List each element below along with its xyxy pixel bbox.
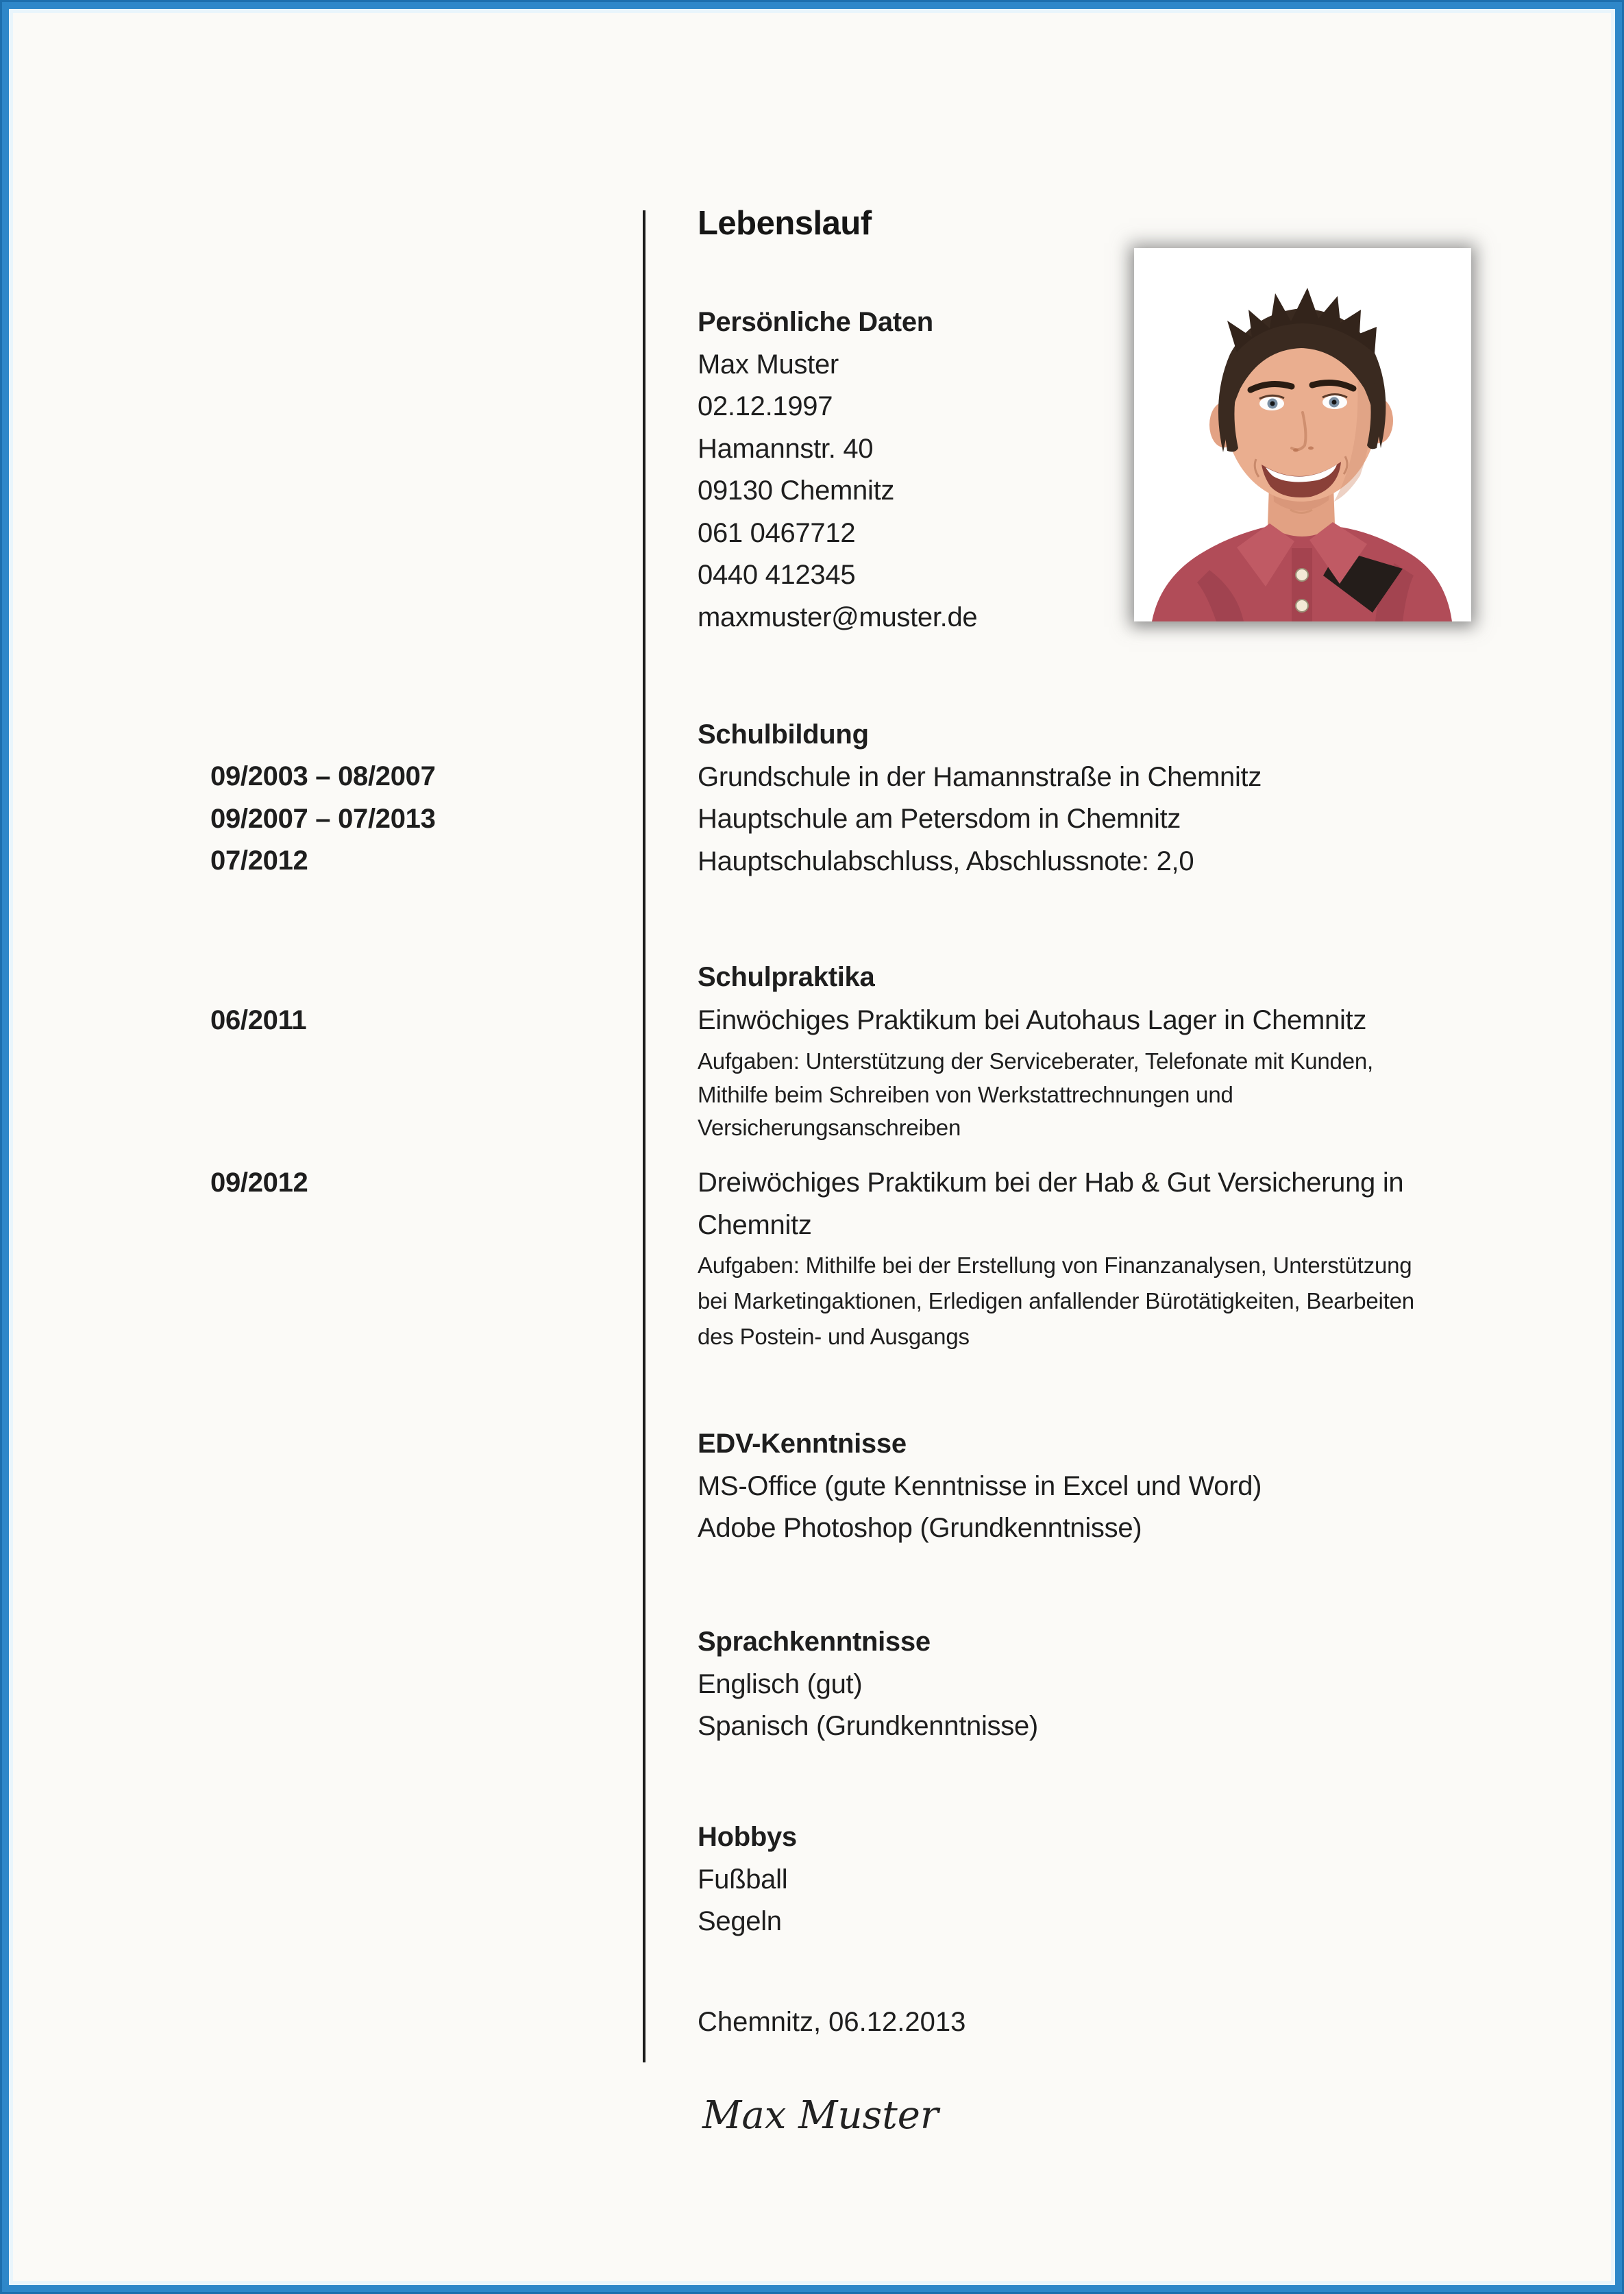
section-schulbildung <box>698 714 1262 883</box>
section-heading-personal: Persönliche Daten <box>698 307 933 337</box>
hobby-item: Segeln <box>698 1906 782 1936</box>
section-heading-schulpraktika: Schulpraktika <box>698 962 875 992</box>
praktikum-detail-line: des Postein- und Ausgangs <box>698 1324 970 1349</box>
date-range: 09/2007 – 07/2013 <box>210 803 436 834</box>
praktikum-detail-line: Versicherungsanschreiben <box>698 1115 961 1140</box>
personal-name: Max Muster <box>698 349 839 380</box>
section-hobbys <box>698 1816 797 1943</box>
praktikum-title-line: Einwöchiges Praktikum bei Autohaus Lager in Chemnitz <box>698 1005 1367 1035</box>
praktikum-detail-line: Aufgaben: Unterstützung der Serviceberater, Telefonate mit Kunden, <box>698 1048 1373 1074</box>
praktikum-2-date <box>210 1162 308 1205</box>
praktikum-detail-line: Aufgaben: Mithilfe bei der Erstellung von Finanzanalysen, Unterstützung <box>698 1253 1412 1278</box>
section-heading-edv: EDV-Kenntnisse <box>698 1429 907 1459</box>
praktikum-1-date <box>210 1000 306 1042</box>
praktikum-1-title <box>698 1000 1366 1042</box>
personal-city: 09130 Chemnitz <box>698 476 895 506</box>
personal-street: Hamannstr. 40 <box>698 433 874 464</box>
praktikum-2-details <box>698 1248 1414 1355</box>
language-skill: Spanisch (Grundkenntnisse) <box>698 1711 1038 1741</box>
personal-mobile: 0440 412345 <box>698 560 856 590</box>
resume-page <box>2 2 1622 2292</box>
edv-skill: MS-Office (gute Kenntnisse in Excel und Word) <box>698 1470 1262 1501</box>
signature: Max Muster <box>702 2093 939 2138</box>
place-and-date: Chemnitz, 06.12.2013 <box>698 2007 966 2037</box>
personal-birthdate: 02.12.1997 <box>698 391 833 421</box>
section-heading-sprachen: Sprachkenntnisse <box>698 1627 931 1657</box>
praktikum-detail-line: Mithilfe beim Schreiben von Werkstattrechnungen und <box>698 1081 1233 1107</box>
date-range: 09/2003 – 08/2007 <box>210 761 436 791</box>
personal-phone: 061 0467712 <box>698 517 856 548</box>
hobby-item: Fußball <box>698 1864 788 1895</box>
section-edv <box>698 1423 1262 1550</box>
section-heading-hobbys: Hobbys <box>698 1822 797 1852</box>
section-personal-data <box>698 301 977 639</box>
schulbildung-dates-column <box>210 756 436 883</box>
schulbildung-row-text: Hauptschule am Petersdom in Chemnitz <box>698 804 1181 834</box>
section-heading-schulbildung: Schulbildung <box>698 719 869 750</box>
date-range: 09/2012 <box>210 1168 308 1198</box>
praktikum-title-line: Dreiwöchiges Praktikum bei der Hab & Gut Versicherung in <box>698 1168 1404 1198</box>
praktikum-2-title <box>698 1162 1403 1246</box>
praktikum-title-line: Chemnitz <box>698 1209 812 1240</box>
praktikum-1-details <box>698 1045 1373 1145</box>
personal-email: maxmuster@muster.de <box>698 602 978 632</box>
praktikum-detail-line: bei Marketingaktionen, Erledigen anfallender Bürotätigkeiten, Bearbeiten <box>698 1288 1414 1314</box>
date-range: 06/2011 <box>210 1005 307 1035</box>
edv-skill: Adobe Photoshop (Grundkenntnisse) <box>698 1513 1142 1543</box>
schulbildung-row-text: Hauptschulabschluss, Abschlussnote: 2,0 <box>698 846 1194 876</box>
date-range: 07/2012 <box>210 846 308 876</box>
page-title: Lebenslauf <box>698 205 872 242</box>
photo-frame <box>1134 248 1471 621</box>
vertical-divider <box>643 210 645 2062</box>
portrait-photo <box>1134 248 1471 621</box>
language-skill: Englisch (gut) <box>698 1668 863 1699</box>
section-sprachen <box>698 1621 1038 1748</box>
schulbildung-row-text: Grundschule in der Hamannstraße in Chemnitz <box>698 761 1262 792</box>
